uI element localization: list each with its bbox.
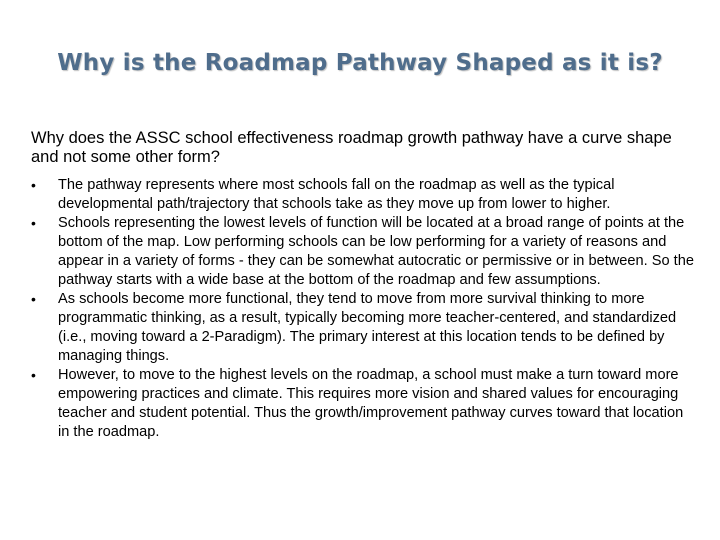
- bullet-icon: •: [31, 177, 36, 193]
- bullet-icon: •: [31, 215, 36, 231]
- slide-title: Why is the Roadmap Pathway Shaped as it is?: [57, 50, 663, 76]
- bullet-icon: •: [31, 291, 36, 307]
- bullet-text: As schools become more functional, they tend to move from more survival thinking to more programmatic thinking, as a result, typically becoming more teacher-centered, and standardized (i.e., moving toward a 2-Paradigm). The primary interest at this location tends to be defined by managing things.: [58, 291, 677, 364]
- bullet-text: Schools representing the lowest levels of function will be located at a broad range of points at the bottom of the map. Low performing schools can be low performing for a variety of reasons and appear in a variety of forms - they can be somewhat autocratic or permissive or in between. So the pathway starts with a wide base at the bottom of the roadmap and few assumptions.: [58, 215, 694, 288]
- bullet-list: [31, 176, 696, 442]
- bullet-item: [31, 290, 696, 366]
- bullet-item: [31, 366, 696, 442]
- bullet-item: [31, 214, 696, 290]
- bullet-item: [31, 176, 696, 214]
- bullet-icon: •: [31, 367, 36, 383]
- bullet-text: However, to move to the highest levels on the roadmap, a school must make a turn toward more empowering practices and climate. This requires more vision and shared values for encouraging teacher and student potential. Thus the growth/improvement pathway curves toward that location in the roadmap.: [58, 367, 684, 440]
- lead-question: Why does the ASSC school effectiveness roadmap growth pathway have a curve shape and not some other form?: [31, 129, 672, 166]
- bullet-text: The pathway represents where most schools fall on the roadmap as well as the typical developmental path/trajectory that schools take as they move up from lower to higher.: [58, 177, 615, 212]
